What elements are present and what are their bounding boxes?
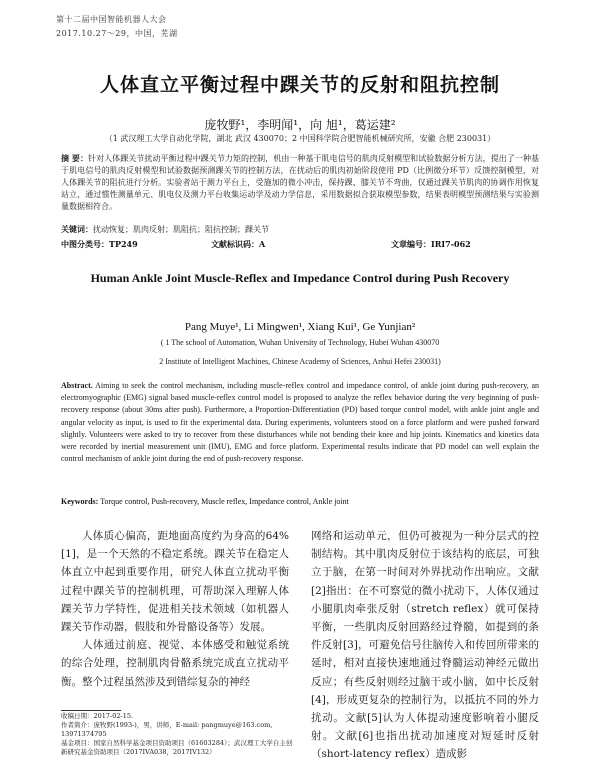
keywords-cn-text: 扰动恢复；肌肉反射；肌阻抗；阻抗控制；踝关节 xyxy=(93,225,269,234)
body-column-right xyxy=(311,527,539,761)
document-code: 文献标识码：A xyxy=(211,239,266,249)
keywords-en-text: Torque control, Push-recovery, Muscle reflex, Impedance control, Ankle joint xyxy=(100,497,349,506)
abstract-en-text: Aiming to seek the control mechanism, including muscle-reflex control and impedance control, of ankle joint during push-recovery, an electromyographic (EMG) signal based muscle-reflex control model is proposed to analyze the reflex behavior during the very beginning of push-recovery response (about 30ms after push). Furthermore, a Proportion-Differentiation (PD) based torque control model, with ankle joint angle and angular velocity as input, is used to fit the experimental data. During experiments, volunteers stood on a force platform and were pushed forward slightly. Volunteers were asked to try to recover from these disturbances while not bending their knee and hip joints. Kinematics and kinetics data were recorded by inertial measurement unit (IMU), EMG and force platform. Experimental results indicate that PD model can well explain the control mechanism of ankle joint during the end of push-recovery response. xyxy=(61,381,540,464)
affiliation-en-1: ( 1 The school of Automation, Wuhan University of Technology, Hubei Wuhan 430070 xyxy=(160,338,440,347)
authors-en: Pang Muye¹, Li Mingwen¹, Xiang Kui¹, Ge Yunjian² xyxy=(184,321,416,333)
footnote-funding: 基金项目：国家自然科学基金项目资助项目（61603284）；武汉理工大学自主创新研究基金资助项目（2017IVA038，2017IV132） xyxy=(61,739,293,756)
body-paragraph: 人体通过前庭、视觉、本体感受和触觉系统的综合处理，控制肌肉骨骼系统完成直立扰动平衡。整个过程虽然涉及到错综复杂的神经 xyxy=(61,639,289,688)
keywords-cn xyxy=(61,224,539,235)
authors-cn: 庞牧野¹，李明闻¹，向 旭¹，葛运建² xyxy=(204,118,396,132)
body-paragraph: 人体质心偏高，距地面高度约为身高的64%[1]，是一个天然的不稳定系统。踝关节在稳定人体直立中起到重要作用，研究人体直立扰动平衡过程中踝关节的控制机理，可帮助深入理解人体踝关节力学特性，促进相关技术领域（如机器人踝关节作动器，假肢和外骨骼设备等）发展。 xyxy=(61,530,289,634)
abstract-cn-text: 针对人体踝关节扰动平衡过程中踝关节力矩的控制，机由一种基于肌电信号的肌肉反射模型和试验数据分析方法，提出了一种基于肌电信号的肌肉反射模型和试验数据预测踝关节的控制方法，在扰动后的肌肉初始阶段使用 PD（比例微分环节）反馈控制模型，对人体踝关节的阻抗进行分析。实验者站于测力平台上，受施加的微小冲击，保持踝、膝关节不弯曲，仅通过踝关节肌肉的协调作用恢复站立，通过惯性测量单元、肌电仪及测力平台收集运动学及动力学信息，采用数据拟合获取模型参数，结果表明模型预测结果与实验测量数据相符合。 xyxy=(61,154,539,211)
footnote-author: 作者简介：庞牧野(1993-)，男，讲师，E-mail: pangmuye@163.com, 13971374795 xyxy=(61,721,273,738)
conference-name: 第十二届中国智能机器人大会 xyxy=(56,15,167,24)
abstract-cn-label: 摘 要： xyxy=(61,153,89,163)
affiliation-cn: （1 武汉理工大学自动化学院，湖北 武汉 430070；2 中国科学院合肥智能机械研究所，安徽 合肥 230031） xyxy=(104,134,496,143)
footnotes xyxy=(61,712,293,757)
clc-number: 中图分类号：TP249 xyxy=(61,239,138,249)
abstract-en xyxy=(61,380,539,465)
affiliation-en-2: 2 Institute of Intelligent Machines, Chinese Academy of Sciences, Anhui Hefei 230031) xyxy=(159,357,441,366)
paper-title-cn: 人体直立平衡过程中踝关节的反射和阻抗控制 xyxy=(99,74,500,96)
keywords-cn-label: 关键词： xyxy=(61,224,93,234)
conference-date-location: 2017.10.27～29，中国，芜湖 xyxy=(56,29,178,38)
footnote-received: 收稿日期：2017-02-15. xyxy=(61,712,134,720)
paper-title-en: Human Ankle Joint Muscle-Reflex and Impedance Control during Push Recovery xyxy=(90,271,510,285)
abstract-en-label: Abstract. xyxy=(61,381,93,390)
footnote-rule xyxy=(61,710,121,711)
keywords-en-label: Keywords: xyxy=(61,497,99,506)
keywords-en xyxy=(61,497,539,506)
article-number: 文章编号：IRI7-062 xyxy=(391,239,471,249)
abstract-cn xyxy=(61,152,539,213)
body-paragraph: 网络和运动单元，但仍可被视为一种分层式的控制结构。其中肌肉反射位于该结构的底层，可独立于脑，在第一时间对外界扰动作出响应。文献[2]指出：在不可察觉的微小扰动下，人体仅通过小腿肌肉牵张反射（stretch reflex）就可保持平衡，一些肌肉反射回路经过脊髓，如提到的条件反射[3]，可避免信号往脑传入和传回所带来的延时，相对直接快速地通过脊髓运动神经元做出反应；有些反射则经过脑干或小脑，如中长反射[4]，形成更复杂的控制行为，以抵抗不同的外力扰动。文献[5]认为人体提动速度影响着小腿反射。文献[6]也指出扰动加速度对短延时反射（short-latency reflex）造成影 xyxy=(311,530,539,761)
body-column-left xyxy=(61,527,289,691)
